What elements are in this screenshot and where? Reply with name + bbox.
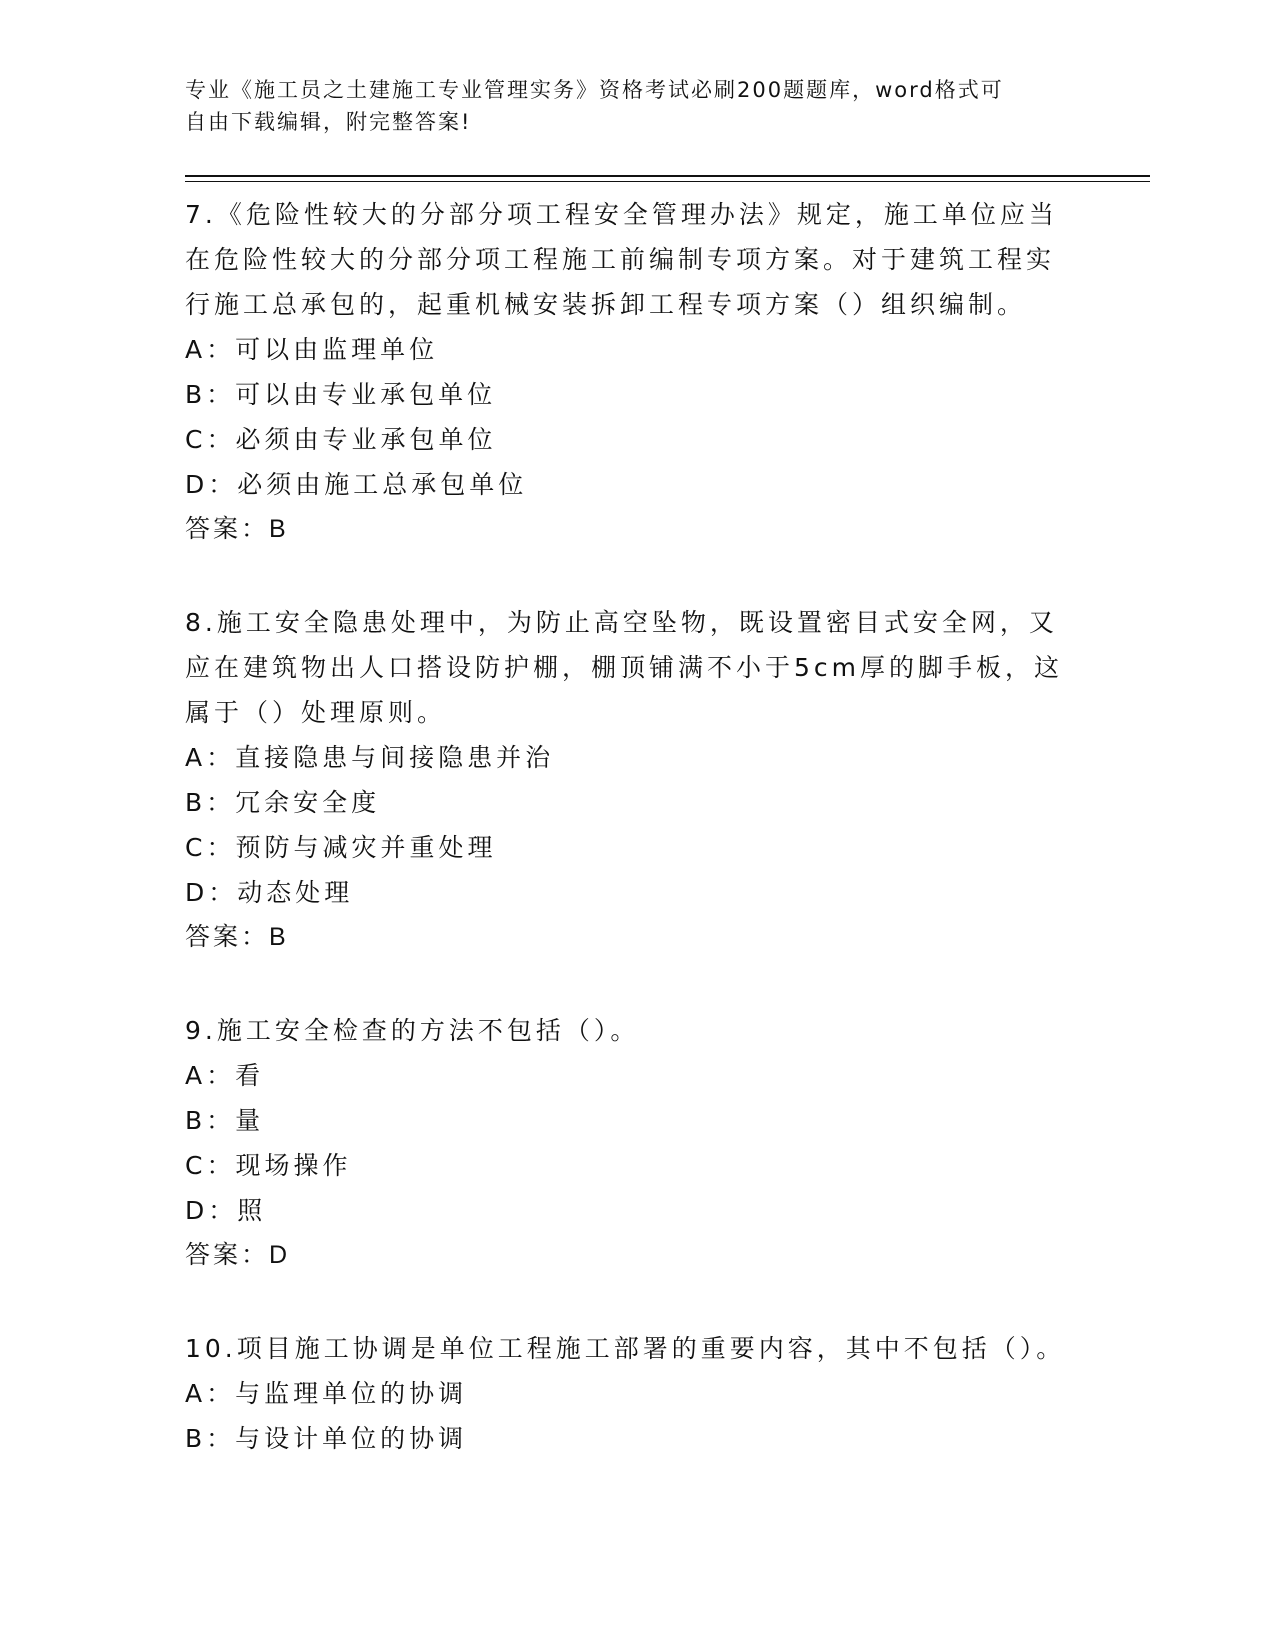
question-stem-line: 属于（）处理原则。 <box>185 698 447 727</box>
question-9 <box>185 1008 639 1278</box>
question-stem-line: 8.施工安全隐患处理中，为防止高空坠物，既设置密目式安全网，又 <box>185 608 1058 637</box>
answer-line: 答案：B <box>185 923 289 951</box>
option-b: B：与设计单位的协调 <box>185 1424 468 1453</box>
option-c: C：必须由专业承包单位 <box>185 425 497 454</box>
option-b: B：冗余安全度 <box>185 788 381 817</box>
question-7 <box>185 192 1058 552</box>
option-a: A：直接隐患与间接隐患并治 <box>185 743 555 772</box>
option-d: D：动态处理 <box>185 878 354 907</box>
question-10 <box>185 1326 1065 1461</box>
answer-line: 答案：D <box>185 1241 291 1269</box>
question-stem-line: 10.项目施工协调是单位工程施工部署的重要内容，其中不包括（）。 <box>185 1334 1066 1363</box>
question-stem-line: 在危险性较大的分部分项工程施工前编制专项方案。对于建筑工程实 <box>185 245 1056 274</box>
option-a: A：可以由监理单位 <box>185 335 439 364</box>
option-d: D：照 <box>185 1196 267 1225</box>
question-8 <box>185 600 1063 960</box>
header-line-1: 专业《施工员之土建施工专业管理实务》资格考试必刷200题题库，word格式可 <box>185 78 1004 102</box>
option-c: C：现场操作 <box>185 1151 352 1180</box>
option-a: A：与监理单位的协调 <box>185 1379 468 1408</box>
option-b: B：可以由专业承包单位 <box>185 380 497 409</box>
header-line-2: 自由下载编辑，附完整答案! <box>185 110 472 134</box>
option-a: A：看 <box>185 1061 265 1090</box>
question-stem-line: 应在建筑物出人口搭设防护棚，棚顶铺满不小于5cm厚的脚手板，这 <box>185 653 1064 682</box>
question-stem-line: 行施工总承包的，起重机械安装拆卸工程专项方案（）组织编制。 <box>185 290 1027 319</box>
option-c: C：预防与减灾并重处理 <box>185 833 497 862</box>
question-stem-line: 7.《危险性较大的分部分项工程安全管理办法》规定，施工单位应当 <box>185 200 1058 229</box>
header-divider-thick <box>185 175 1150 177</box>
answer-line: 答案：B <box>185 515 289 543</box>
document-header <box>185 74 1085 138</box>
option-d: D：必须由施工总承包单位 <box>185 470 528 499</box>
header-divider-thin <box>185 181 1150 182</box>
question-stem-line: 9.施工安全检查的方法不包括（）。 <box>185 1016 640 1045</box>
option-b: B：量 <box>185 1106 265 1135</box>
